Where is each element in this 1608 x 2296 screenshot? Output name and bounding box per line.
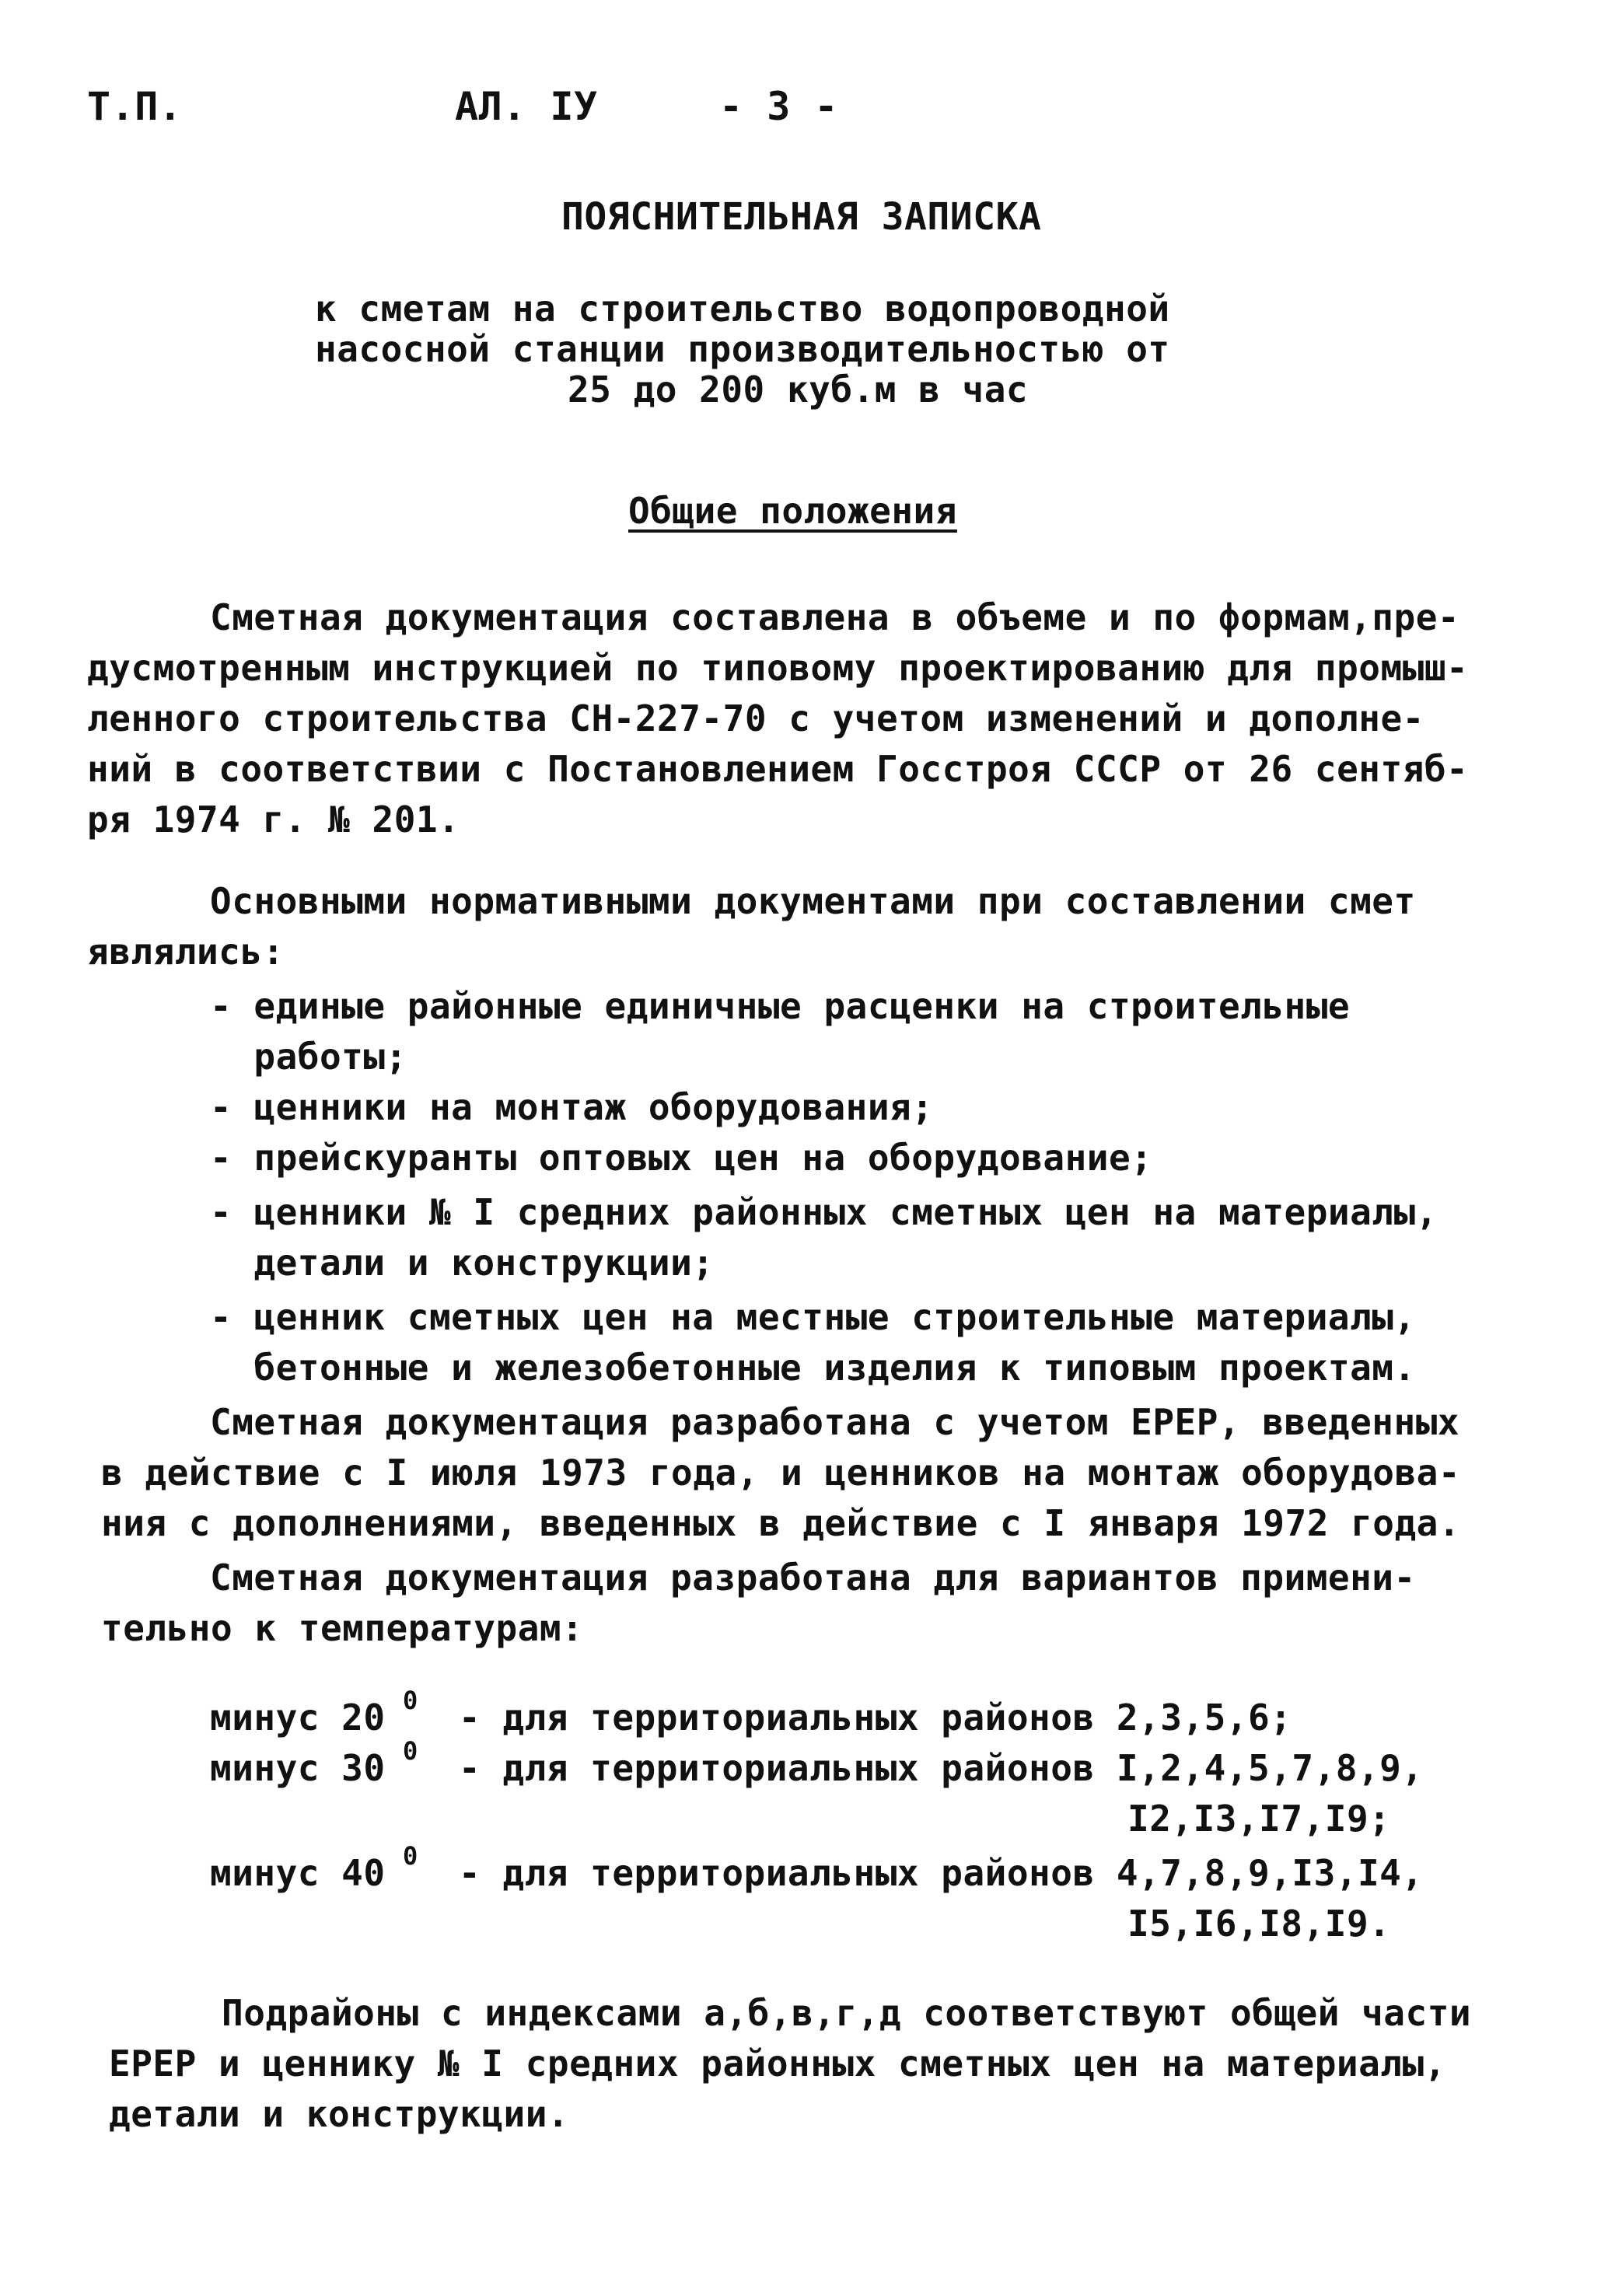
page-number: - 3 -	[719, 84, 839, 129]
temperature-regions-cont: I2,I3,I7,I9;	[1127, 1798, 1391, 1840]
paragraph-line: в действие с I июля 1973 года, и ценников на монтаж оборудова-	[101, 1452, 1461, 1494]
paragraph-line: тельно к температурам:	[101, 1607, 584, 1649]
paragraph-line: детали и конструкции.	[109, 2093, 570, 2135]
list-item: - прейскуранты оптовых цен на оборудование;	[210, 1137, 1153, 1179]
header-doc-code: Т.П.	[87, 84, 183, 129]
list-item: работы;	[210, 1036, 407, 1078]
paragraph-line: Сметная документация разработана с учетом ЕРЕР, введенных	[210, 1401, 1460, 1443]
temperature-value: минус 40	[210, 1852, 386, 1894]
section-heading: Общие положения	[628, 490, 957, 532]
temperature-regions: - для территориальных районов 4,7,8,9,I3,I4,	[459, 1852, 1424, 1894]
temperature-regions-cont: I5,I6,I8,I9.	[1127, 1903, 1391, 1945]
list-item: - единые районные единичные расценки на строительные	[210, 985, 1351, 1027]
list-item: - ценники на монтаж оборудования;	[210, 1086, 934, 1128]
paragraph-line: ря 1974 г. № 201.	[87, 799, 460, 840]
page-title: ПОЯСНИТЕЛЬНАЯ ЗАПИСКА	[561, 195, 1042, 239]
degree-mark: 0	[403, 1686, 418, 1715]
paragraph-line: дусмотренным инструкцией по типовому проектированию для промыш-	[87, 647, 1469, 689]
subtitle-line: насосной станции производительностью от	[315, 328, 1170, 370]
list-item: бетонные и железобетонные изделия к типовым проектам.	[210, 1347, 1416, 1389]
temperature-value: минус 30	[210, 1747, 386, 1789]
degree-mark: 0	[403, 1736, 418, 1766]
degree-mark: 0	[403, 1841, 418, 1871]
paragraph-line: Подрайоны с индексами а,б,в,г,д соответствуют общей части	[222, 1992, 1472, 2034]
paragraph-line: ленного строительства СН-227-70 с учетом изменений и дополне-	[87, 697, 1424, 739]
temperature-regions: - для территориальных районов 2,3,5,6;	[459, 1697, 1292, 1739]
temperature-regions: - для территориальных районов I,2,4,5,7,8,9,	[459, 1747, 1424, 1789]
paragraph-line: Основными нормативными документами при составлении смет	[210, 880, 1416, 922]
paragraph-line: являлись:	[87, 931, 285, 973]
list-item: - ценник сметных цен на местные строительные материалы,	[210, 1296, 1416, 1338]
header-album: АЛ. IУ	[455, 84, 598, 129]
paragraph-line: Сметная документация составлена в объеме и по формам,пре-	[210, 596, 1460, 638]
paragraph-line: ний в соответствии с Постановлением Госстроя СССР от 26 сентяб-	[87, 748, 1469, 790]
list-item: детали и конструкции;	[210, 1242, 715, 1284]
subtitle-line: к сметам на строительство водопроводной	[315, 288, 1170, 330]
temperature-value: минус 20	[210, 1697, 386, 1739]
paragraph-line: Сметная документация разработана для вариантов примени-	[210, 1557, 1416, 1599]
subtitle-line: 25 до 200 куб.м в час	[568, 369, 1029, 411]
paragraph-line: ЕРЕР и ценнику № I средних районных сметных цен на материалы,	[109, 2043, 1446, 2085]
paragraph-line: ния с дополнениями, введенных в действие с I января 1972 года.	[101, 1502, 1461, 1544]
list-item: - ценники № I средних районных сметных цен на материалы,	[210, 1191, 1438, 1233]
